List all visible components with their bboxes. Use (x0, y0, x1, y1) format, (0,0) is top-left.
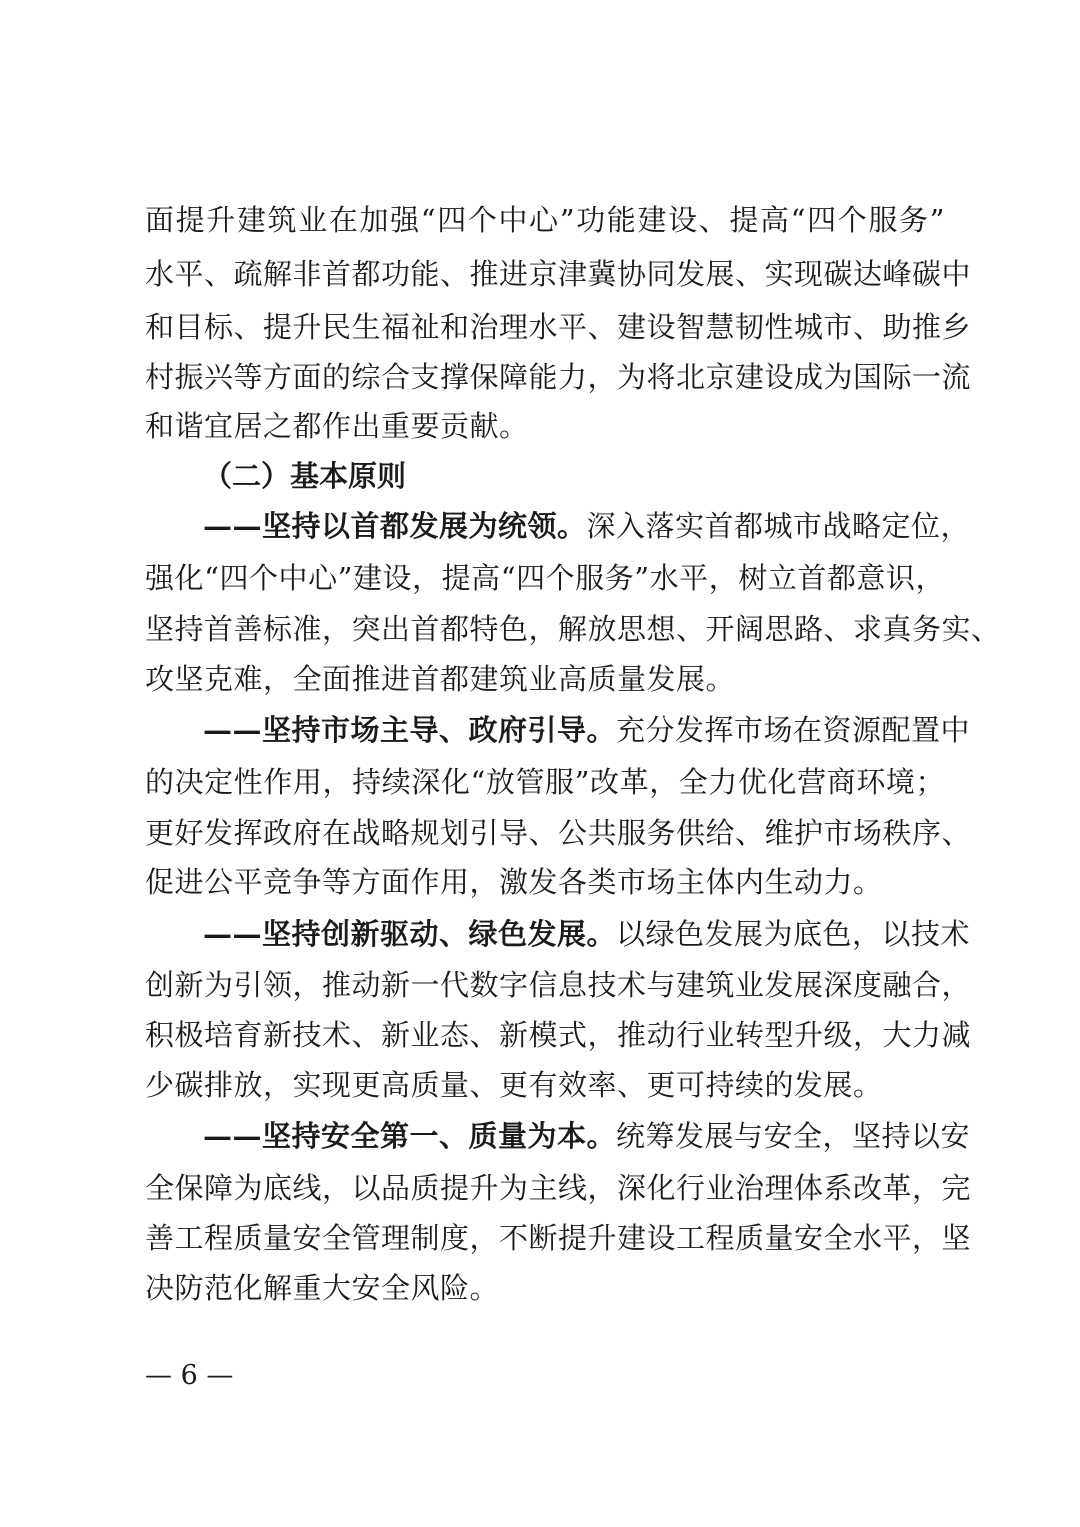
principle-4-line-2: 全保障为底线，以品质提升为主线，深化行业治理体系改革，完 (145, 1171, 972, 1205)
intro-line-2: 水平、疏解非首都功能、推进京津冀协同发展、实现碳达峰碳中 (145, 257, 972, 291)
intro-line-3: 和目标、提升民生福祉和治理水平、建设智慧韧性城市、助推乡 (145, 310, 972, 344)
principle-3-line-4: 少碳排放，实现更高质量、更有效率、更可持续的发展。 (145, 1068, 883, 1102)
principle-3-lead: 以绿色发展为底色，以技术 (616, 917, 971, 951)
principle-4-line-3: 善工程质量安全管理制度，不断提升建设工程质量安全水平，坚 (145, 1221, 972, 1255)
section-heading: （二）基本原则 (203, 459, 407, 493)
principle-3-line-3: 积极培育新技术、新业态、新模式，推动行业转型升级，大力减 (145, 1018, 972, 1052)
principle-3-title: ——坚持创新驱动、绿色发展。 (203, 917, 617, 951)
intro-line-4: 村振兴等方面的综合支撑保障能力，为将北京建设成为国际一流 (145, 360, 972, 394)
principle-2-line-3: 更好发挥政府在战略规划引导、公共服务供给、维护市场秩序、 (145, 816, 972, 850)
principle-2-first-line (203, 703, 971, 757)
intro-line-5: 和谐宜居之都作出重要贡献。 (145, 409, 529, 443)
principle-2-line-4: 促进公平竞争等方面作用，激发各类市场主体内生动力。 (145, 865, 883, 899)
principle-4-title: ——坚持安全第一、质量为本。 (203, 1119, 617, 1153)
principle-4-lead: 统筹发展与安全，坚持以安 (616, 1119, 971, 1153)
principle-1-lead: 深入落实首都城市战略定位， (586, 509, 971, 543)
principle-1-first-line (203, 499, 971, 553)
principle-2-line-2: 的决定性作用，持续深化“放管服”改革，全力优化营商环境； (145, 765, 945, 799)
principle-2-lead: 充分发挥市场在资源配置中 (616, 713, 971, 747)
principle-4-first-line (203, 1109, 971, 1163)
principle-3-first-line (203, 907, 971, 961)
page-number: — 6 — (145, 1360, 234, 1391)
intro-line-1: 面提升建筑业在加强“四个中心”功能建设、提高“四个服务” (145, 203, 945, 237)
principle-2-title: ——坚持市场主导、政府引导。 (203, 713, 617, 747)
principle-1-line-4: 攻坚克难，全面推进首都建筑业高质量发展。 (145, 662, 736, 696)
principle-1-line-2: 强化“四个中心”建设，提高“四个服务”水平，树立首都意识， (145, 561, 945, 595)
principle-1-line-3: 坚持首善标准，突出首都特色，解放思想、开阔思路、求真务实、 (145, 612, 1001, 646)
principle-4-line-4: 决防范化解重大安全风险。 (145, 1271, 500, 1305)
principle-3-line-2: 创新为引领，推动新一代数字信息技术与建筑业发展深度融合， (145, 968, 972, 1002)
principle-1-title: ——坚持以首都发展为统领。 (203, 509, 587, 543)
